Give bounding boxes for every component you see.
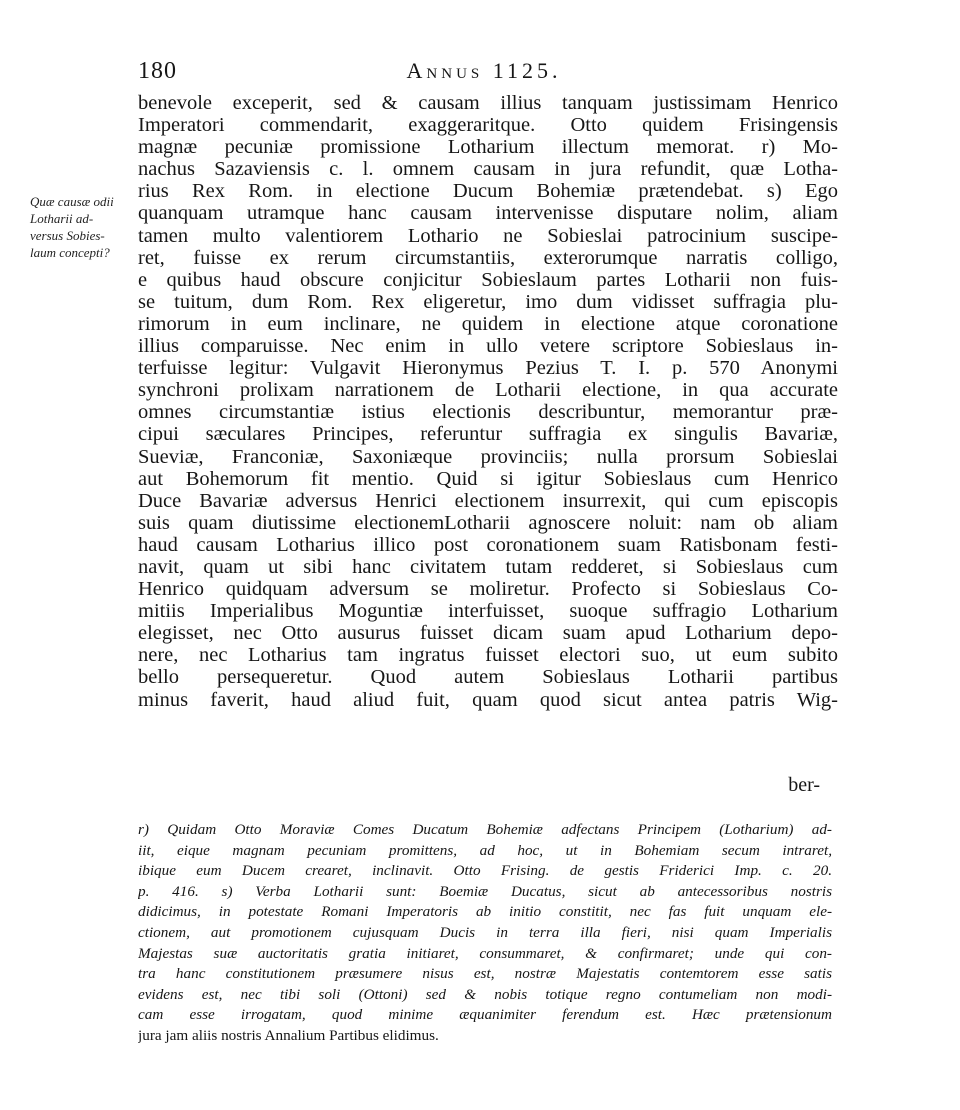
footnote-line: tra hanc constitutionem præsumere nisus est, nostræ Majestatis contemtorem esse satis	[138, 965, 832, 983]
footnote-line: p. 416. s) Verba Lotharii sunt: Boemiæ Ducatus, sicut ab antecessoribus nostris	[138, 882, 832, 900]
footnote-line: r) Quidam Otto Moraviæ Comes Ducatum Bohemiæ adfectans Principem (Lotharium) ad-	[138, 821, 832, 838]
margin-note-line: Lotharii ad-	[30, 211, 94, 226]
text-line: tamen multo valentiorem Lothario ne Sobieslai patrocinium suscipe-	[138, 224, 838, 247]
catchword: ber-	[788, 774, 820, 796]
text-line: quanquam utramque hanc causam intervenisse disputare nolim, aliam	[138, 202, 838, 225]
footnote-line: ctionem, aut promotionem cujusquam Ducis in terra illa fieri, nisi quam Imperialis	[138, 923, 832, 941]
text-line: rimorum in eum inclinare, ne quidem in electione atque coronatione	[138, 312, 838, 335]
text-line: e quibus haud obscure conjicitur Sobieslaum partes Lotharii non fuis-	[138, 268, 838, 291]
margin-note	[30, 193, 148, 261]
text-line: Henrico quidquam adversum se moliretur. Profecto si Sobieslaus Co-	[138, 578, 838, 601]
page-header	[138, 58, 830, 88]
text-line: bello persequeretur. Quod autem Sobieslaus Lotharii partibus	[138, 666, 838, 689]
text-line: terfuisse legitur: Vulgavit Hieronymus Pezius T. I. p. 570 Anonymi	[138, 357, 838, 380]
margin-note-line: versus Sobies-	[30, 228, 105, 243]
text-line: Sueviæ, Franconiæ, Saxoniæque provinciis; nulla prorsum Sobieslai	[138, 445, 838, 468]
text-line: Imperatori commendarit, exaggeraritque. Otto quidem Frisingensis	[138, 114, 838, 137]
margin-note-line: laum concepti?	[30, 245, 110, 260]
footnotes	[138, 820, 832, 1047]
footnote-line: cam esse irrogatam, quod minime æquanimiter ferendum est. Hæc prætensionum	[138, 1006, 832, 1024]
text-line: omnes circumstantiæ istius electionis describuntur, memorantur præ-	[138, 401, 838, 424]
footnote-line: iit, eique magnam pecuniam promittens, ad hoc, ut in Bohemiam secum intraret,	[138, 841, 832, 859]
text-line: nere, nec Lotharius tam ingratus fuisset electori suo, ut eum subito	[138, 644, 838, 667]
text-line: benevole exceperit, sed & causam illius tanquam justissimam Henrico	[138, 92, 838, 114]
running-head: Annus 1125.	[406, 58, 562, 83]
margin-note-line: Quæ causæ odii	[30, 194, 114, 209]
main-text	[138, 92, 838, 711]
footnote-line: ibique eum Ducem crearet, inclinavit. Otto Frising. de gestis Friderici Imp. c. 20.	[138, 862, 832, 880]
text-line: suis quam diutissime electionemLotharii agnoscere noluit: nam ob aliam	[138, 511, 838, 534]
page-number: 180	[138, 58, 177, 84]
text-line: elegisset, nec Otto ausurus fuisset dicam suam apud Lotharium depo-	[138, 622, 838, 645]
text-line: magnæ pecuniæ promissione Lotharium illectum memorat. r) Mo-	[138, 136, 838, 159]
text-line: nachus Sazaviensis c. l. omnem causam in jura refundit, quæ Lotha-	[138, 158, 838, 181]
text-line: ret, fuisse ex rerum circumstantiis, exterorumque narratis colligo,	[138, 246, 838, 269]
footnote-line: evidens est, nec tibi soli (Ottoni) sed & nobis totique regno contumeliam non modi-	[138, 985, 832, 1003]
text-line: haud causam Lotharius illico post coronationem suam Ratisbonam festi-	[138, 533, 838, 556]
text-line: minus faverit, haud aliud fuit, quam quod sicut antea patris Wig-	[138, 688, 838, 711]
footnote-line: didicimus, in potestate Romani Imperatoris ab initio constitit, nec fas fuit unquam ele-	[138, 903, 832, 921]
text-line: se tuitum, dum Rom. Rex eligeretur, imo dum vidisset suffragia plu-	[138, 290, 838, 313]
text-line: Duce Bavariæ adversus Henrici electionem insurrexit, qui cum episcopis	[138, 489, 838, 512]
text-line: rius Rex Rom. in electione Ducum Bohemiæ prætendebat. s) Ego	[138, 180, 838, 203]
text-line: synchroni prolixam narrationem de Lotharii electione, in qua accurate	[138, 379, 838, 402]
footnote-line: jura jam aliis nostris Annalium Partibus elidimus.	[138, 1026, 439, 1044]
footnote-line: Majestas suæ auctoritatis gratia initiaret, consummaret, & confirmaret; unde qui con-	[138, 944, 832, 962]
text-line: aut Bohemorum fit mentio. Quid si igitur Sobieslaus cum Henrico	[138, 467, 838, 490]
text-line: navit, quam ut sibi hanc civitatem tutam redderet, si Sobieslaus cum	[138, 555, 838, 578]
text-line: mitiis Imperialibus Moguntiæ interfuisset, suoque suffragio Lotharium	[138, 600, 838, 623]
text-line: cipui sæculares Principes, referuntur suffragia ex singulis Bavariæ,	[138, 423, 838, 446]
text-line: illius comparuisse. Nec enim in ullo vetere scriptore Sobieslaus in-	[138, 335, 838, 358]
